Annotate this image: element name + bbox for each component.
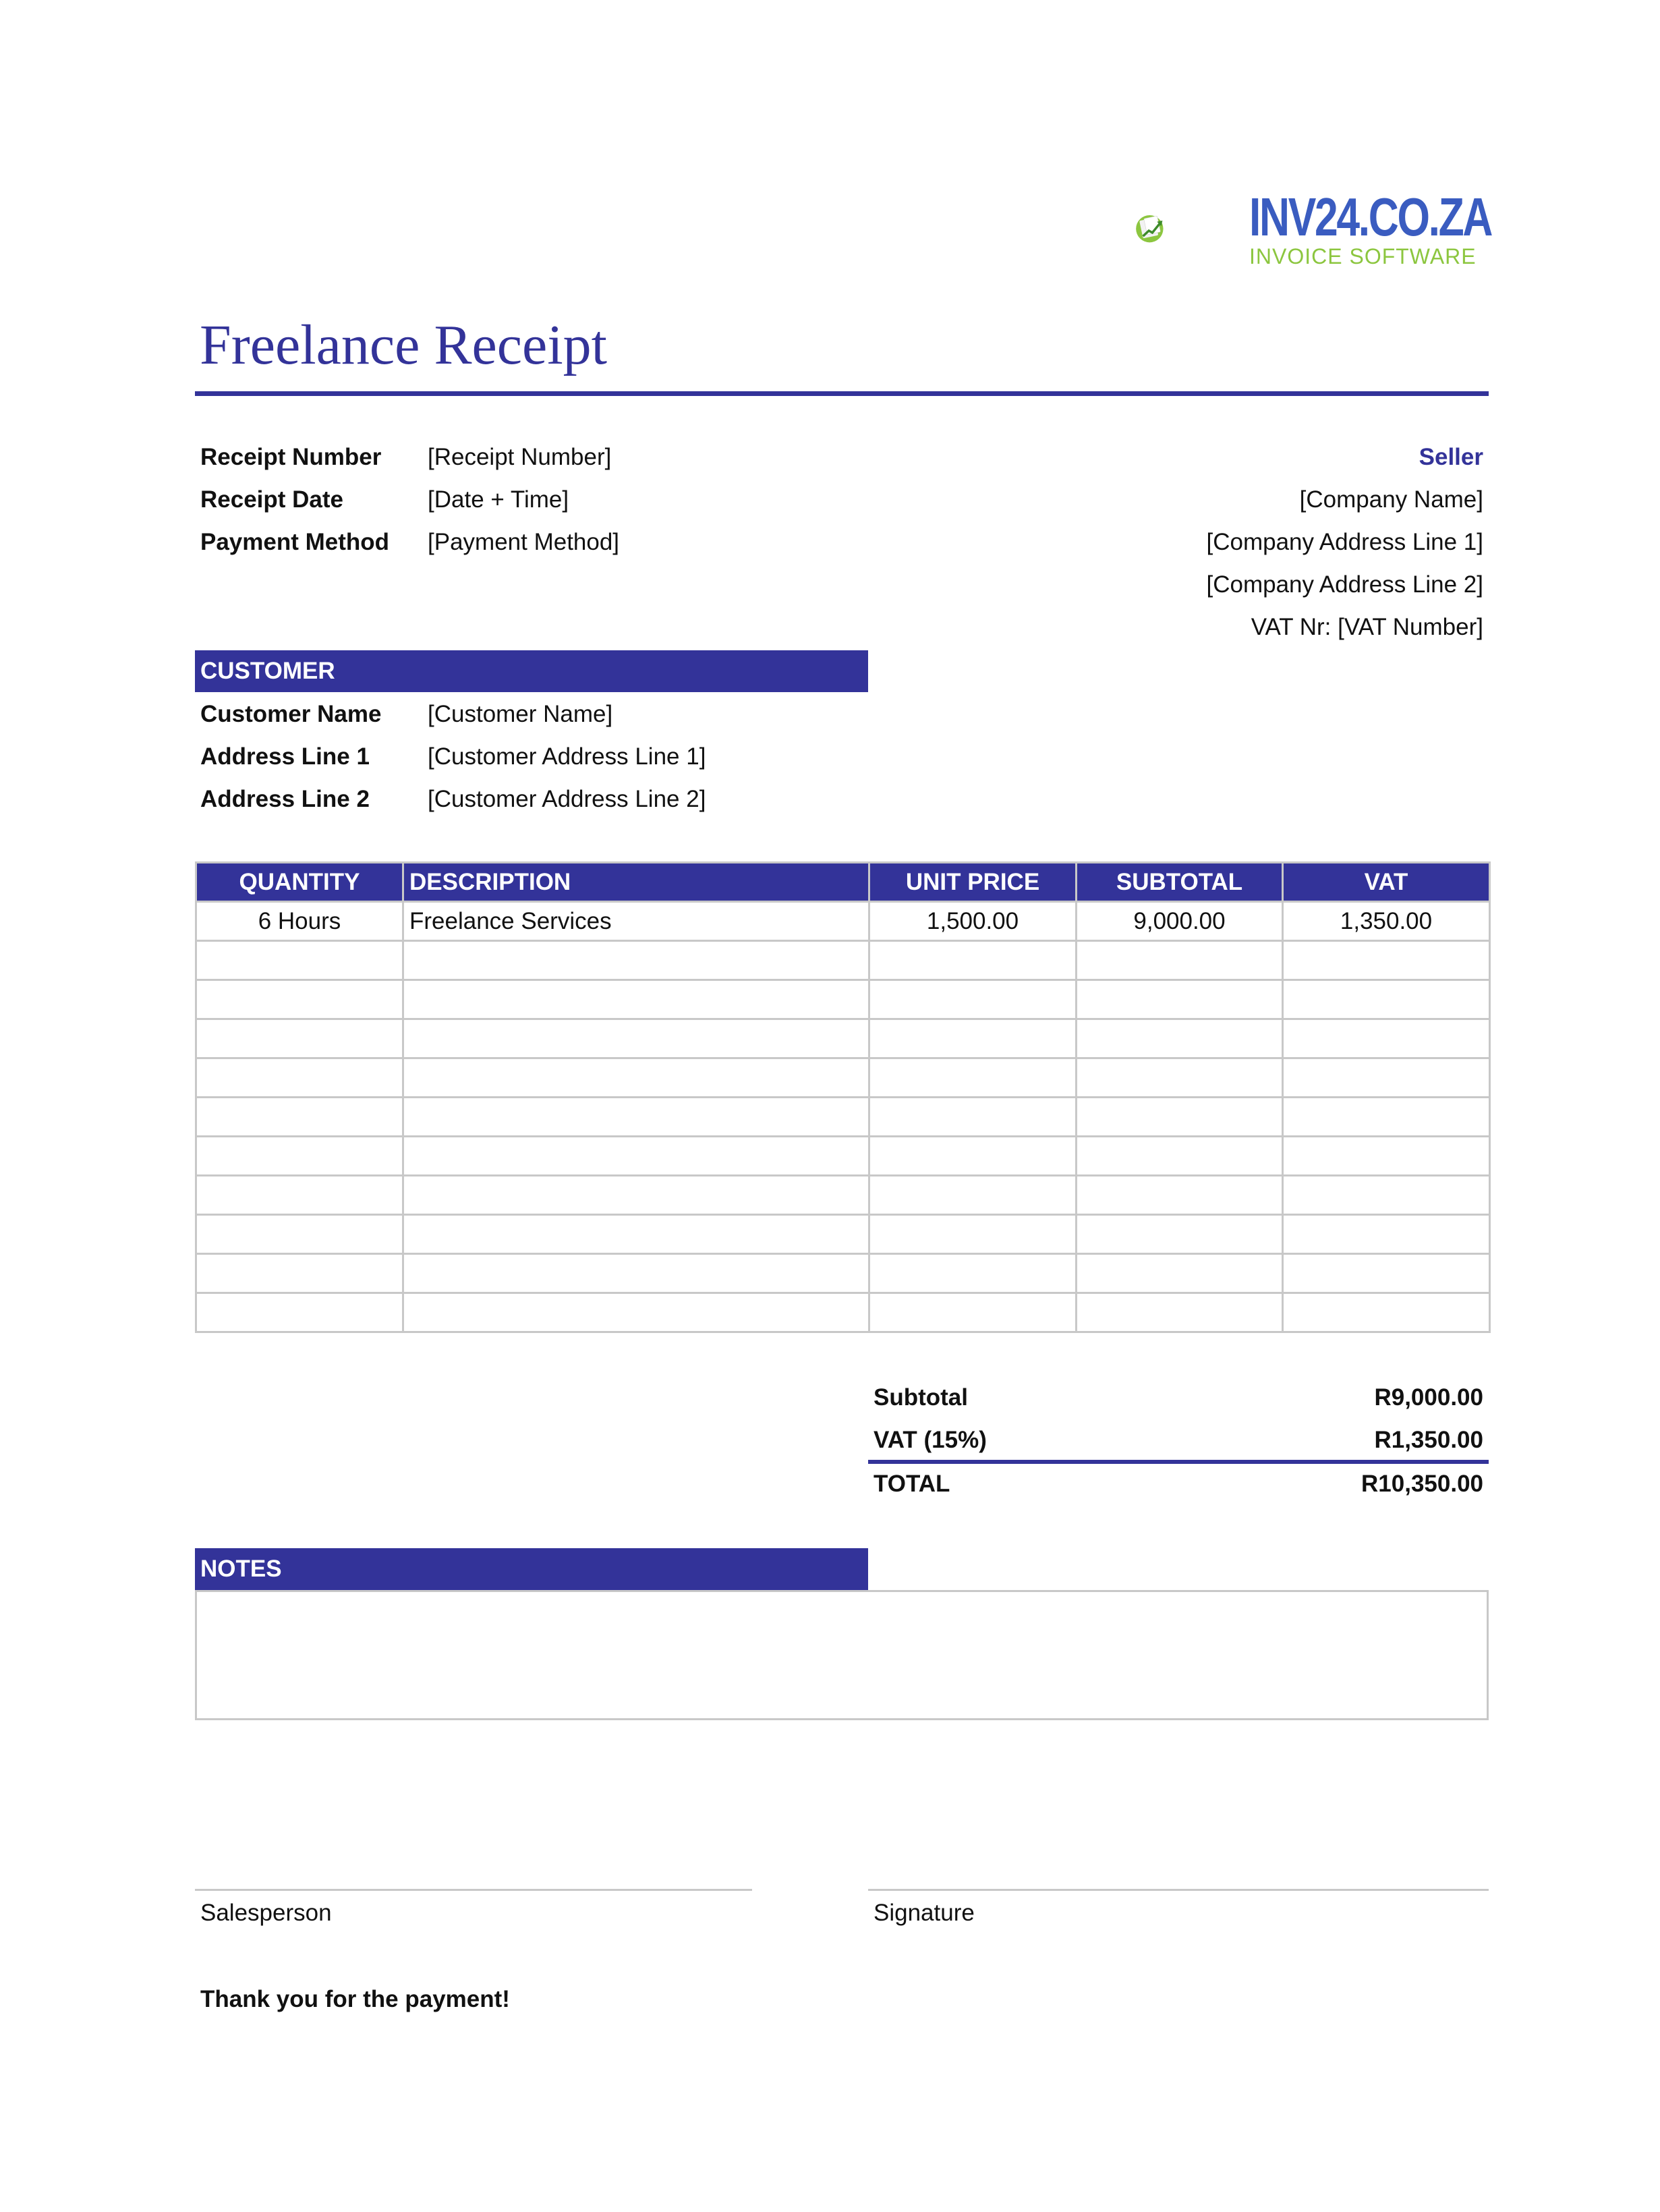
cell-vat xyxy=(1283,1058,1490,1098)
cell-description xyxy=(403,1254,869,1293)
page-title: Freelance Receipt xyxy=(200,314,607,376)
cell-unit-price xyxy=(869,980,1077,1019)
cell-subtotal xyxy=(1077,941,1283,980)
cell-vat xyxy=(1283,1293,1490,1332)
cell-subtotal xyxy=(1077,1098,1283,1137)
payment-method-value: [Payment Method] xyxy=(428,529,620,555)
header-description: DESCRIPTION xyxy=(403,863,869,902)
totals-subtotal-value: R9,000.00 xyxy=(1374,1384,1483,1411)
cell-quantity xyxy=(196,1098,403,1137)
cell-vat xyxy=(1283,980,1490,1019)
cell-unit-price xyxy=(869,1137,1077,1176)
cell-vat xyxy=(1283,1137,1490,1176)
totals-total-value: R10,350.00 xyxy=(1361,1471,1483,1497)
line-items-table xyxy=(195,861,1491,1333)
seller-vat-number: VAT Nr: [VAT Number] xyxy=(1251,614,1483,640)
logo-wordmark: INV24.CO.ZA xyxy=(1249,187,1492,247)
logo-tagline: INVOICE SOFTWARE xyxy=(1249,244,1477,268)
seller-address-line-2: [Company Address Line 2] xyxy=(1206,571,1483,598)
cell-description xyxy=(403,1215,869,1254)
header-quantity: QUANTITY xyxy=(196,863,403,902)
cell-subtotal: 9,000.00 xyxy=(1077,902,1283,941)
table-row xyxy=(196,1215,1490,1254)
receipt-date-value: [Date + Time] xyxy=(428,486,569,513)
cell-quantity xyxy=(196,1137,403,1176)
cell-vat xyxy=(1283,1019,1490,1058)
cell-quantity xyxy=(196,1215,403,1254)
header-unit-price: UNIT PRICE xyxy=(869,863,1077,902)
table-row xyxy=(196,941,1490,980)
table-row xyxy=(196,1254,1490,1293)
cell-subtotal xyxy=(1077,1137,1283,1176)
totals-divider xyxy=(868,1460,1489,1464)
cell-unit-price xyxy=(869,1098,1077,1137)
thank-you-message: Thank you for the payment! xyxy=(200,1986,510,2012)
header-vat: VAT xyxy=(1283,863,1490,902)
cell-quantity xyxy=(196,1293,403,1332)
company-logo xyxy=(1135,177,1236,279)
cell-description xyxy=(403,1137,869,1176)
customer-address-2-label: Address Line 2 xyxy=(200,786,370,812)
cell-quantity xyxy=(196,941,403,980)
table-row xyxy=(196,1137,1490,1176)
cell-description xyxy=(403,1019,869,1058)
cell-subtotal xyxy=(1077,980,1283,1019)
totals-vat-label: VAT (15%) xyxy=(874,1427,987,1453)
cell-unit-price: 1,500.00 xyxy=(869,902,1077,941)
salesperson-label: Salesperson xyxy=(200,1900,332,1926)
title-divider xyxy=(195,391,1489,396)
receipt-number-value: [Receipt Number] xyxy=(428,444,612,470)
receipt-date-label: Receipt Date xyxy=(200,486,344,513)
table-row xyxy=(196,1293,1490,1332)
receipt-number-label: Receipt Number xyxy=(200,444,382,470)
totals-vat-value: R1,350.00 xyxy=(1374,1427,1483,1453)
table-row xyxy=(196,980,1490,1019)
cell-description xyxy=(403,1176,869,1215)
cell-unit-price xyxy=(869,1254,1077,1293)
cell-description xyxy=(403,1058,869,1098)
cell-subtotal xyxy=(1077,1058,1283,1098)
cell-subtotal xyxy=(1077,1019,1283,1058)
cell-quantity xyxy=(196,980,403,1019)
table-row xyxy=(196,1098,1490,1137)
cell-vat xyxy=(1283,1176,1490,1215)
signature-label: Signature xyxy=(874,1900,975,1926)
seller-heading: Seller xyxy=(1419,444,1483,470)
signature-line xyxy=(868,1889,1489,1891)
cell-vat xyxy=(1283,1254,1490,1293)
cell-unit-price xyxy=(869,1019,1077,1058)
totals-total-label: TOTAL xyxy=(874,1471,950,1497)
cell-vat: 1,350.00 xyxy=(1283,902,1490,941)
cell-subtotal xyxy=(1077,1215,1283,1254)
cell-description xyxy=(403,941,869,980)
header-subtotal: SUBTOTAL xyxy=(1077,863,1283,902)
cell-vat xyxy=(1283,1215,1490,1254)
cell-subtotal xyxy=(1077,1254,1283,1293)
payment-method-label: Payment Method xyxy=(200,529,390,555)
cell-description: Freelance Services xyxy=(403,902,869,941)
cell-quantity xyxy=(196,1254,403,1293)
cell-vat xyxy=(1283,941,1490,980)
customer-name-value: [Customer Name] xyxy=(428,701,613,727)
customer-section-header: CUSTOMER xyxy=(195,650,868,692)
cell-vat xyxy=(1283,1098,1490,1137)
customer-address-2-value: [Customer Address Line 2] xyxy=(428,786,706,812)
cell-unit-price xyxy=(869,1176,1077,1215)
cell-unit-price xyxy=(869,1058,1077,1098)
cell-quantity xyxy=(196,1058,403,1098)
cell-unit-price xyxy=(869,941,1077,980)
cell-quantity xyxy=(196,1176,403,1215)
customer-address-1-label: Address Line 1 xyxy=(200,743,370,770)
cell-quantity xyxy=(196,1019,403,1058)
notes-box[interactable] xyxy=(195,1590,1489,1720)
seller-address-line-1: [Company Address Line 1] xyxy=(1206,529,1483,555)
totals-subtotal-label: Subtotal xyxy=(874,1384,968,1411)
seller-company-name: [Company Name] xyxy=(1299,486,1483,513)
cell-unit-price xyxy=(869,1215,1077,1254)
cell-description xyxy=(403,980,869,1019)
cell-description xyxy=(403,1293,869,1332)
table-row xyxy=(196,1058,1490,1098)
customer-name-label: Customer Name xyxy=(200,701,382,727)
notes-section-header: NOTES xyxy=(195,1548,868,1590)
cell-subtotal xyxy=(1077,1176,1283,1215)
table-row xyxy=(196,1176,1490,1215)
table-header-row xyxy=(196,863,1490,902)
cell-subtotal xyxy=(1077,1293,1283,1332)
cell-quantity: 6 Hours xyxy=(196,902,403,941)
cell-unit-price xyxy=(869,1293,1077,1332)
table-row xyxy=(196,902,1490,941)
cell-description xyxy=(403,1098,869,1137)
salesperson-line xyxy=(195,1889,752,1891)
customer-address-1-value: [Customer Address Line 1] xyxy=(428,743,706,770)
table-row xyxy=(196,1019,1490,1058)
